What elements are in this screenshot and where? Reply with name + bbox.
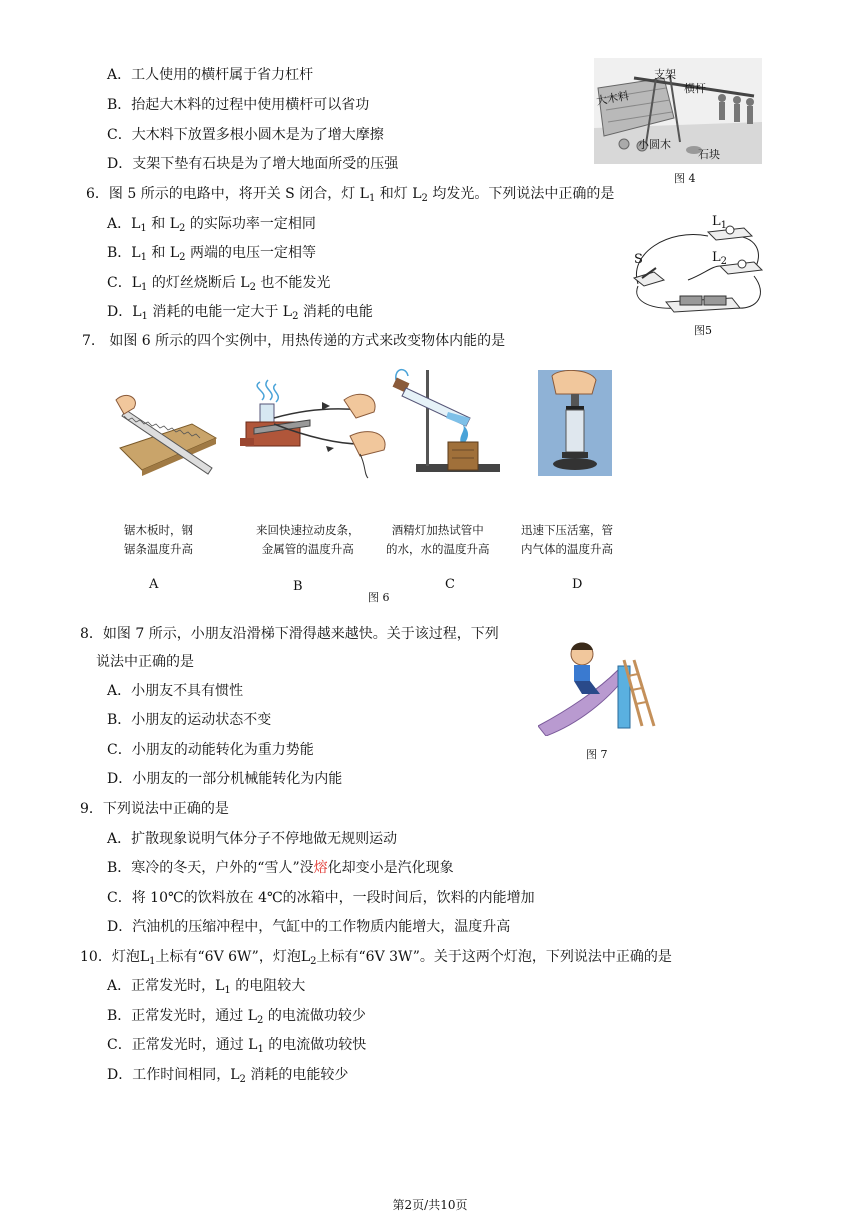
- figure-7-caption: 图 7: [586, 748, 608, 761]
- q8-option-b: B．小朋友的运动状态不变: [107, 712, 272, 728]
- figure-6-caption: 图 6: [368, 591, 390, 604]
- figure-6b-caption: 来回快速拉动皮条， 金属管的温度升高: [256, 523, 360, 556]
- q7-option-letter-d: D: [572, 577, 583, 592]
- figure-6a-caption: 锯木板时，钢 锯条温度升高: [124, 523, 193, 556]
- q10-option-c: C．正常发光时，通过 $L_1$ 的电流做功较快: [107, 1037, 367, 1055]
- q10-option-b: B．正常发光时，通过 $L_2$ 的电流做功较少: [107, 1008, 366, 1026]
- q8-option-c: C．小朋友的动能转化为重力势能: [107, 742, 314, 758]
- figure-6d-caption: 迅速下压活塞，管 内气体的温度升高: [521, 523, 613, 556]
- q8-stem-line1: 8．如图 7 所示，小朋友沿滑梯下滑得越来越快。关于该过程，下列: [80, 626, 499, 642]
- figure-6c-caption: 酒精灯加热试管中 的水，水的温度升高: [386, 523, 490, 556]
- q10-option-d: D．工作时间相同，$L_2$ 消耗的电能较少: [107, 1067, 349, 1085]
- q5-option-a: A．工人使用的横杆属于省力杠杆: [107, 67, 314, 83]
- q9-option-b: B．寒冷的冬天，户外的“雪人”没熔化却变小是汽化现象: [107, 860, 454, 876]
- label-lamp-l2: $L_2$: [712, 250, 728, 267]
- q6-option-c: C．$L_1$ 的灯丝烧断后 $L_2$ 也不能发光: [107, 275, 331, 293]
- q5-option-b: B．抬起大木料的过程中使用横杆可以省功: [107, 97, 370, 113]
- q7-option-letter-b: B: [293, 579, 303, 594]
- q6-option-d: D．$L_1$ 消耗的电能一定大于 $L_2$ 消耗的电能: [107, 304, 373, 322]
- q8-stem-line2: 说法中正确的是: [96, 654, 194, 670]
- q6-option-a: A．$L_1$ 和 $L_2$ 的实际功率一定相同: [107, 216, 316, 234]
- q5-option-d: D．支架下垫有石块是为了增大地面所受的压强: [107, 156, 399, 172]
- q10-option-a: A．正常发光时，$L_1$ 的电阻较大: [107, 978, 306, 996]
- label-zhi-jia: 支架: [654, 68, 676, 81]
- q8-option-d: D．小朋友的一部分机械能转化为内能: [107, 771, 343, 787]
- label-heng-gan: 横杆: [684, 82, 706, 95]
- figure-6a-sawing-wood: [112, 390, 218, 482]
- figure-4-caption: 图 4: [674, 172, 696, 185]
- q7-option-letter-a: A: [149, 577, 159, 592]
- figure-7-slide: [538, 640, 656, 736]
- figure-6d-piston-pump: [538, 370, 612, 476]
- q6-stem: 6．图 5 所示的电路中，将开关 S 闭合，灯 $L_1$ 和灯 $L_2$ 均发光。下列说法中正确的是: [86, 186, 615, 204]
- q9-option-a: A．扩散现象说明气体分子不停地做无规则运动: [107, 831, 398, 847]
- q8-option-a: A．小朋友不具有惯性: [107, 683, 244, 699]
- q9-stem: 9．下列说法中正确的是: [80, 801, 229, 817]
- figure-5-circuit: [628, 214, 768, 324]
- page-footer: 第2页/共10页: [392, 1198, 468, 1212]
- q7-option-letter-c: C: [445, 577, 455, 592]
- figure-5-caption: 图5: [694, 324, 712, 337]
- q7-stem: 7. 如图 6 所示的四个实例中，用热传递的方式来改变物体内能的是: [82, 333, 506, 349]
- figure-6c-alcohol-lamp: [388, 366, 500, 474]
- figure-6b-metal-tube: [240, 378, 388, 480]
- label-lamp-l1: $L_1$: [712, 214, 728, 231]
- q9-option-c: C．将 10℃的饮料放在 4℃的冰箱中，一段时间后，饮料的内能增加: [107, 890, 535, 906]
- figure-4-lever-illustration: [594, 58, 762, 164]
- label-switch-s: S: [634, 252, 643, 267]
- q6-option-b: B．$L_1$ 和 $L_2$ 两端的电压一定相等: [107, 245, 316, 263]
- q10-stem: 10．灯泡$L_1$上标有“6V 6W”，灯泡$L_2$上标有“6V 3W”。关于这两个灯泡，下列说法中正确的是: [80, 949, 672, 967]
- q5-option-c: C．大木料下放置多根小圆木是为了增大摩擦: [107, 127, 384, 143]
- label-da-mu-liao: 大木料: [595, 89, 630, 108]
- label-shi-kuai: 石块: [698, 148, 720, 161]
- q9-option-d: D．汽油机的压缩冲程中，气缸中的工作物质内能增大，温度升高: [107, 919, 511, 935]
- label-xiao-yuan-mu: 小圆木: [638, 138, 671, 151]
